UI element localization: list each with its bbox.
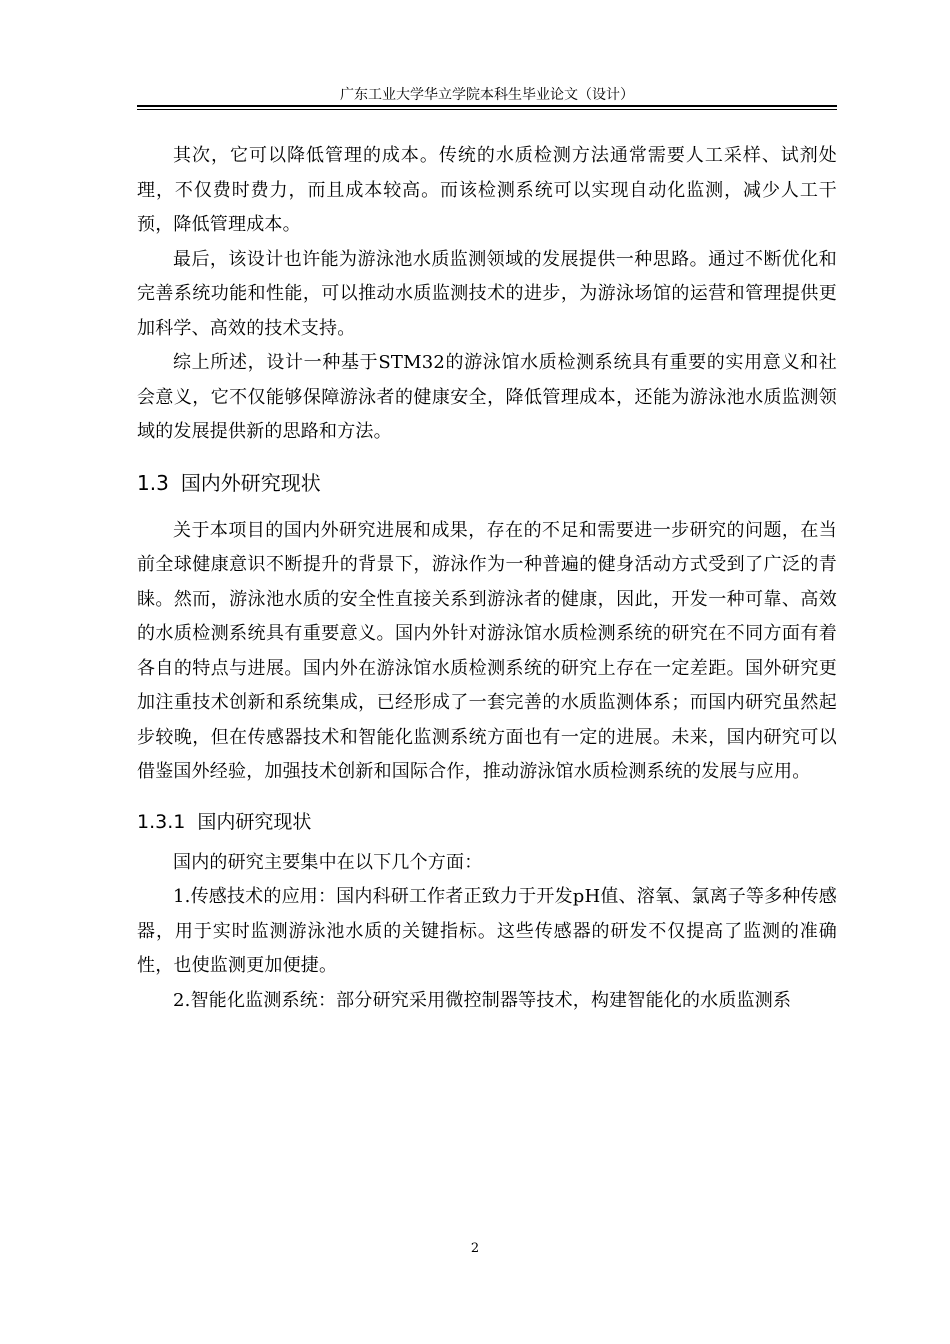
section-heading-1-3-1 [137, 804, 837, 840]
paragraph-domestic-intro: 国内的研究主要集中在以下几个方面： [173, 851, 483, 873]
subsection-title: 国内研究现状 [197, 810, 312, 833]
header-rule-thick [137, 105, 837, 107]
paragraph-research-overview: 关于本项目的国内外研究进展和成果，存在的不足和需要进一步研究的问题，在当前全球健康意识不断提升的背景下，游泳作为一种普遍的健身活动方式受到了广泛的青睐。然而，游泳池水质的安全性直接关系到游泳者的健康，因此，开发一种可靠、高效的水质检测系统具有重要意义。国内外针对游泳馆水质检测系统的研究在不同方面有着各自的特点与进展。国内外在游泳馆水质检测系统的研究上存在一定差距。国外研究更加注重技术创新和系统集成，已经形成了一套完善的水质监测体系；而国内研究虽然起步较晚，但在传感器技术和智能化监测系统方面也有一定的进展。未来，国内研究可以借鉴国外经验，加强技术创新和国际合作，推动游泳馆水质检测系统的发展与应用。 [137, 519, 837, 782]
header-rule-thin [137, 109, 837, 110]
running-header: 广东工业大学华立学院本科生毕业论文（设计） [340, 87, 634, 103]
page-number: 2 [470, 1241, 480, 1256]
paragraph-smart-monitoring: 2.智能化监测系统：部分研究采用微控制器等技术，构建智能化的水质监测系 [173, 989, 792, 1011]
section-title: 国内外研究现状 [180, 470, 321, 495]
paragraph-development-idea: 最后，该设计也许能为游泳池水质监测领域的发展提供一种思路。通过不断优化和完善系统功能和性能，可以推动水质监测技术的进步，为游泳场馆的运营和管理提供更加科学、高效的技术支持。 [137, 248, 837, 339]
section-heading-1-3 [137, 464, 837, 502]
paragraph-sensor-technology: 1.传感技术的应用：国内科研工作者正致力于开发pH值、溶氧、氯离子等多种传感器，用于实时监测游泳池水质的关键指标。这些传感器的研发不仅提高了监测的准确性，也使监测更加便捷。 [137, 886, 837, 976]
section-number: 1.3 [137, 470, 169, 495]
paragraph-cost-reduction: 其次，它可以降低管理的成本。传统的水质检测方法通常需要人工采样、试剂处理，不仅费时费力，而且成本较高。而该检测系统可以实现自动化监测，减少人工干预，降低管理成本。 [137, 145, 837, 235]
subsection-number: 1.3.1 [137, 810, 186, 833]
page-body [137, 139, 837, 1018]
paragraph-summary: 综上所述，设计一种基于STM32的游泳馆水质检测系统具有重要的实用意义和社会意义，它不仅能够保障游泳者的健康安全，降低管理成本，还能为游泳池水质监测领域的发展提供新的思路和方法。 [137, 352, 837, 442]
